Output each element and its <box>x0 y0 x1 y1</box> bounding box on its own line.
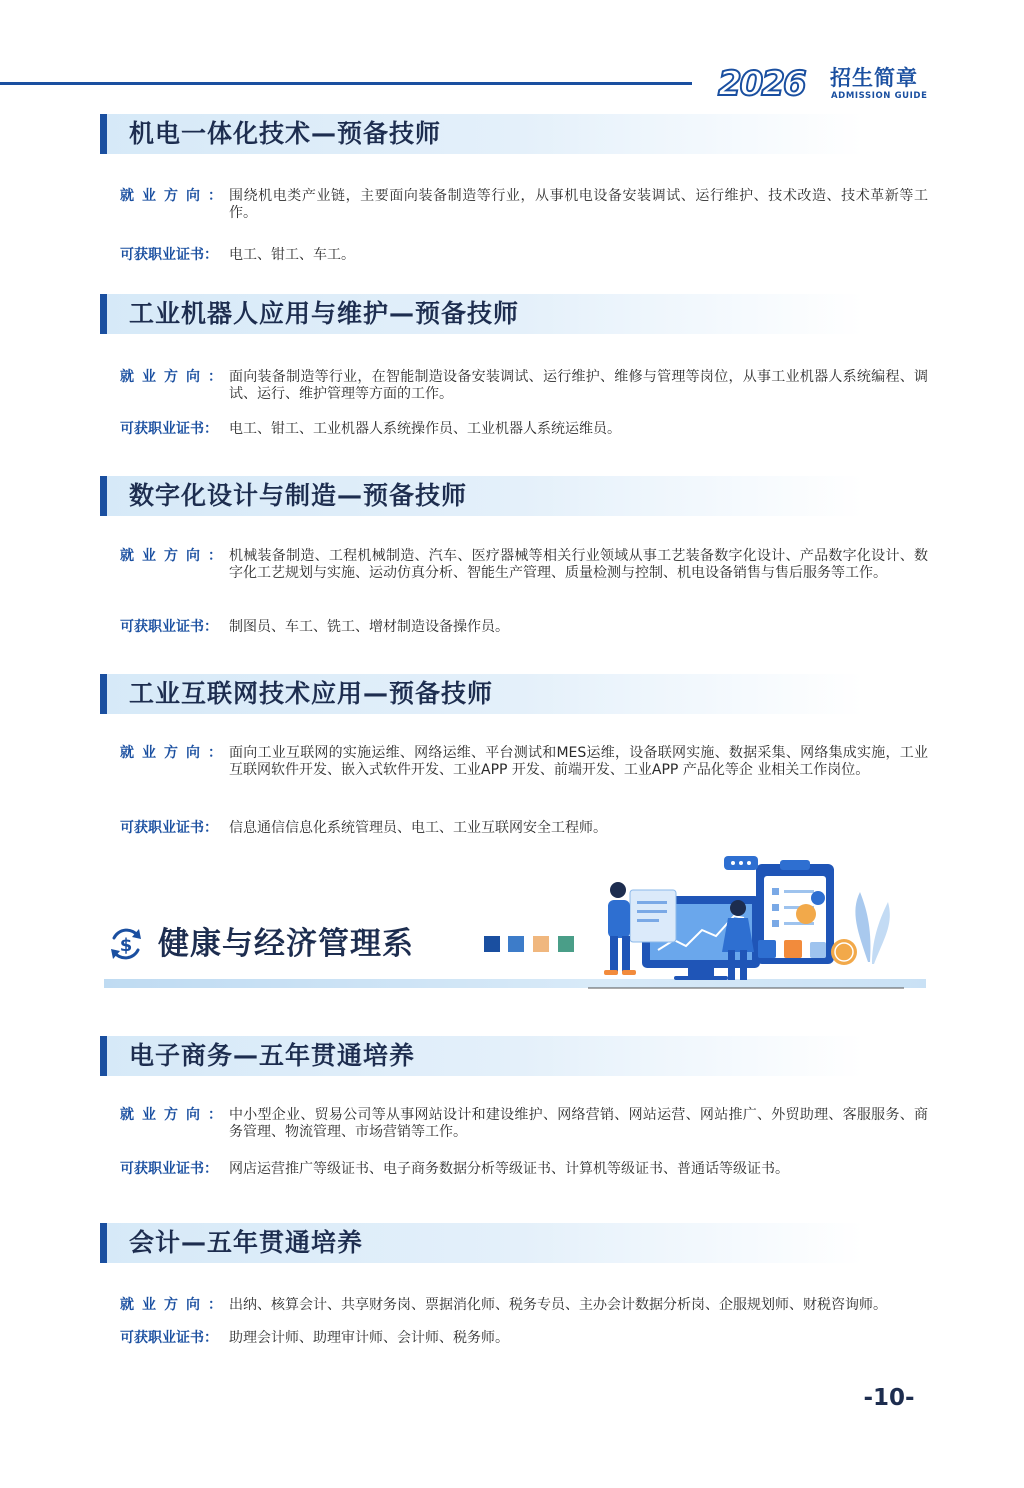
brand-year: 2026 <box>718 64 805 104</box>
employment-text: 围绕机电类产业链，主要面向装备制造等行业，从事机电设备安装调试、运行维护、技术改造、技术革新等工作。 <box>229 188 928 221</box>
certificate-label: 可获职业证书： <box>120 1161 218 1177</box>
employment-text: 机械装备制造、工程机械制造、汽车、医疗器械等相关行业领域从事工艺装备数字化设计、产品数字化设计、数字化工艺规划与实施、运动仿真分析、智能生产管理、质量检测与控制、机电设备销售与售后服务等工作。 <box>229 548 928 581</box>
employment-row <box>120 548 928 582</box>
heading-bar <box>100 294 107 334</box>
decor-square <box>484 936 500 952</box>
certificate-row <box>120 619 928 636</box>
employment-label: 就业方向： <box>120 548 230 564</box>
employment-row <box>120 188 928 222</box>
heading-bar <box>100 674 107 714</box>
program-heading <box>100 294 864 334</box>
certificate-text: 电工、钳工、工业机器人系统操作员、工业机器人系统运维员。 <box>229 421 621 437</box>
certificate-label: 可获职业证书： <box>120 421 218 437</box>
certificate-label: 可获职业证书： <box>120 247 218 263</box>
department-title: 健康与经济管理系 <box>158 926 414 962</box>
program-title: 工业机器人应用与维护—预备技师 <box>129 299 520 328</box>
finance-illustration <box>588 852 918 990</box>
certificate-text: 网店运营推广等级证书、电子商务数据分析等级证书、计算机等级证书、普通话等级证书。 <box>229 1161 789 1177</box>
certificate-text: 助理会计师、助理审计师、会计师、税务师。 <box>229 1330 509 1346</box>
employment-text: 中小型企业、贸易公司等从事网站设计和建设维护、网络营销、网站运营、网站推广、外贸助理、客服服务、商务管理、物流管理、市场营销等工作。 <box>229 1107 928 1140</box>
employment-row <box>120 1297 928 1314</box>
certificate-text: 制图员、车工、铣工、增材制造设备操作员。 <box>229 619 509 635</box>
certificate-label: 可获职业证书： <box>120 820 218 836</box>
heading-bar <box>100 1223 107 1263</box>
employment-row <box>120 1107 928 1141</box>
program-heading <box>100 114 864 154</box>
decor-square <box>558 936 574 952</box>
decor-square <box>533 936 549 952</box>
heading-bar <box>100 1036 107 1076</box>
svg-text:$: $ <box>119 935 133 956</box>
program-heading <box>100 476 864 516</box>
program-title: 会计—五年贯通培养 <box>129 1228 364 1257</box>
certificate-row <box>120 1161 928 1178</box>
employment-text: 面向工业互联网的实施运维、网络运维、平台测试和MES运维，设备联网实施、数据采集、网络集成实施，工业互联网软件开发、嵌入式软件开发、工业APP 开发、前端开发、工业APP 产品化等企 业相关工作岗位。 <box>229 745 928 778</box>
program-title: 电子商务—五年贯通培养 <box>129 1041 416 1070</box>
program-title: 机电一体化技术—预备技师 <box>129 119 442 148</box>
header-rule <box>0 82 692 85</box>
brand-title: 招生简章 <box>830 66 918 90</box>
decor-square <box>508 936 524 952</box>
employment-label: 就业方向： <box>120 1107 230 1123</box>
certificate-row <box>120 820 928 837</box>
employment-label: 就业方向： <box>120 369 230 385</box>
employment-row <box>120 745 928 779</box>
certificate-label: 可获职业证书： <box>120 619 218 635</box>
certificate-text: 信息通信信息化系统管理员、电工、工业互联网安全工程师。 <box>229 820 607 836</box>
employment-text: 出纳、核算会计、共享财务岗、票据消化师、税务专员、主办会计数据分析岗、企服规划师、财税咨询师。 <box>229 1297 887 1313</box>
currency-exchange-icon <box>106 924 146 964</box>
certificate-row <box>120 1330 928 1347</box>
program-heading <box>100 1223 864 1263</box>
program-heading <box>100 674 864 714</box>
heading-bar <box>100 476 107 516</box>
employment-label: 就业方向： <box>120 188 230 204</box>
program-title: 工业互联网技术应用—预备技师 <box>129 679 494 708</box>
employment-label: 就业方向： <box>120 745 230 761</box>
program-title: 数字化设计与制造—预备技师 <box>129 481 468 510</box>
certificate-row <box>120 421 928 438</box>
employment-label: 就业方向： <box>120 1297 230 1313</box>
certificate-label: 可获职业证书： <box>120 1330 218 1346</box>
program-heading <box>100 1036 864 1076</box>
certificate-row <box>120 247 928 264</box>
page-number: -10- <box>863 1385 915 1411</box>
brand-subtitle: ADMISSION GUIDE <box>831 91 928 101</box>
brand-logo <box>718 64 948 108</box>
heading-bar <box>100 114 107 154</box>
employment-text: 面向装备制造等行业，在智能制造设备安装调试、运行维护、维修与管理等岗位，从事工业机器人系统编程、调试、运行、维护管理等方面的工作。 <box>229 369 928 402</box>
certificate-text: 电工、钳工、车工。 <box>229 247 355 263</box>
employment-row <box>120 369 928 403</box>
